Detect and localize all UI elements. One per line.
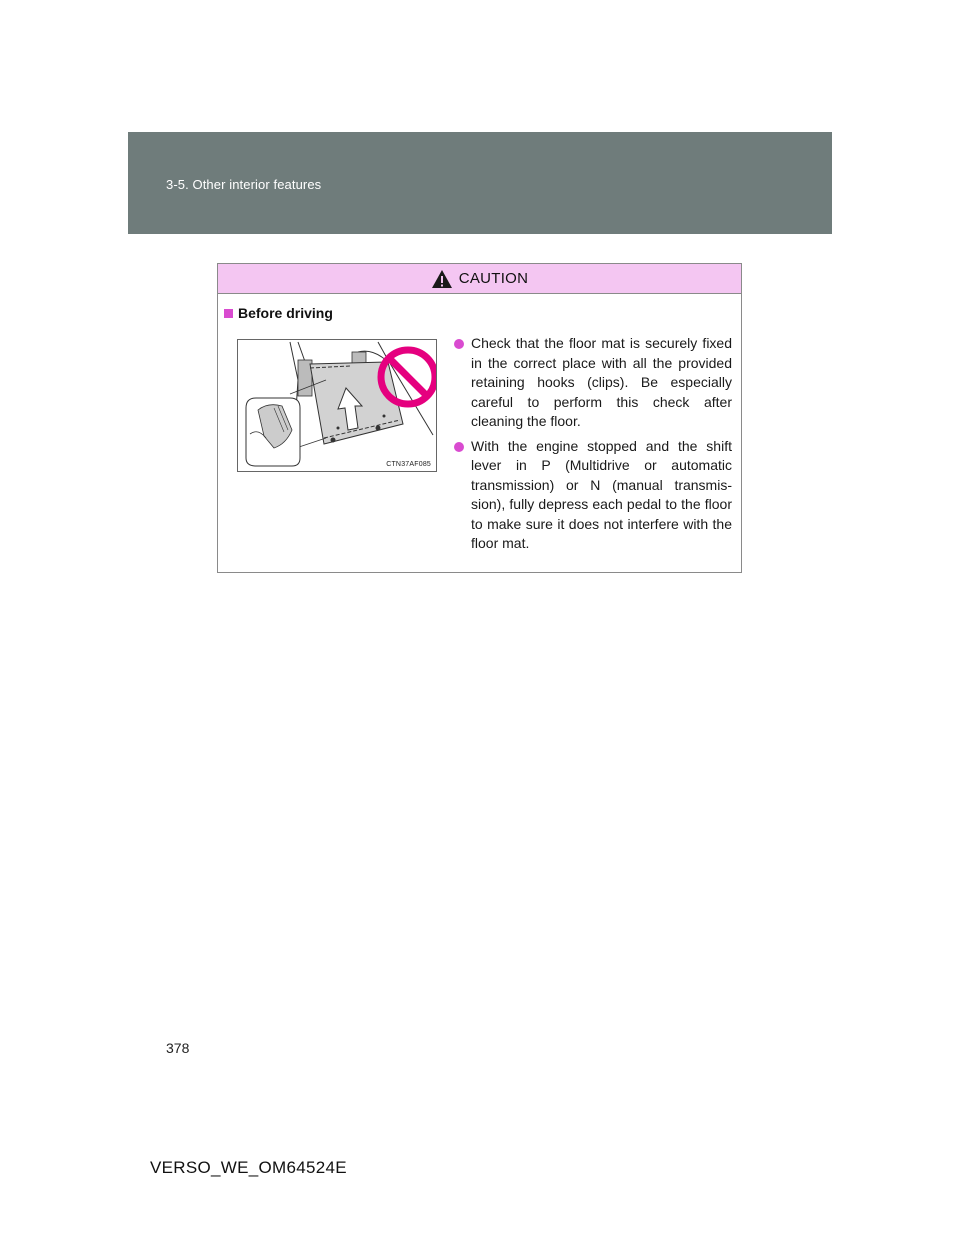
page-number: 378 (166, 1040, 190, 1056)
figure-code: CTN37AF085 (386, 461, 431, 468)
document-code: VERSO_WE_OM64524E (150, 1158, 347, 1177)
list-item (454, 334, 732, 432)
bullet-text: Check that the floor mat is securely fixed in the correct place with all the provided retaining hooks (clips). Be especially careful to perform this check after cleaning the floor. (471, 335, 732, 429)
caution-box (217, 263, 742, 573)
floor-mat-illustration (237, 339, 437, 472)
bullet-text: With the engine stopped and the shift lever in P (Multidrive or automatic transmission) or N (manual transmis-sion), fully depress each pedal to the floor to make sure it does not interfere with the floor mat. (471, 437, 732, 551)
round-bullet-icon (454, 339, 464, 349)
subheading (224, 305, 333, 321)
floor-mat-drawing (238, 340, 436, 471)
subheading-text: Before driving (238, 305, 333, 321)
section-title: 3-5. Other interior features (166, 177, 322, 192)
list-item (454, 437, 732, 554)
caution-header (218, 264, 741, 294)
square-bullet-icon (224, 309, 233, 318)
round-bullet-icon (454, 442, 464, 452)
warning-triangle-icon (431, 269, 453, 289)
header-band (128, 132, 832, 234)
caution-title: CAUTION (458, 270, 529, 287)
caution-bullets (454, 334, 732, 559)
